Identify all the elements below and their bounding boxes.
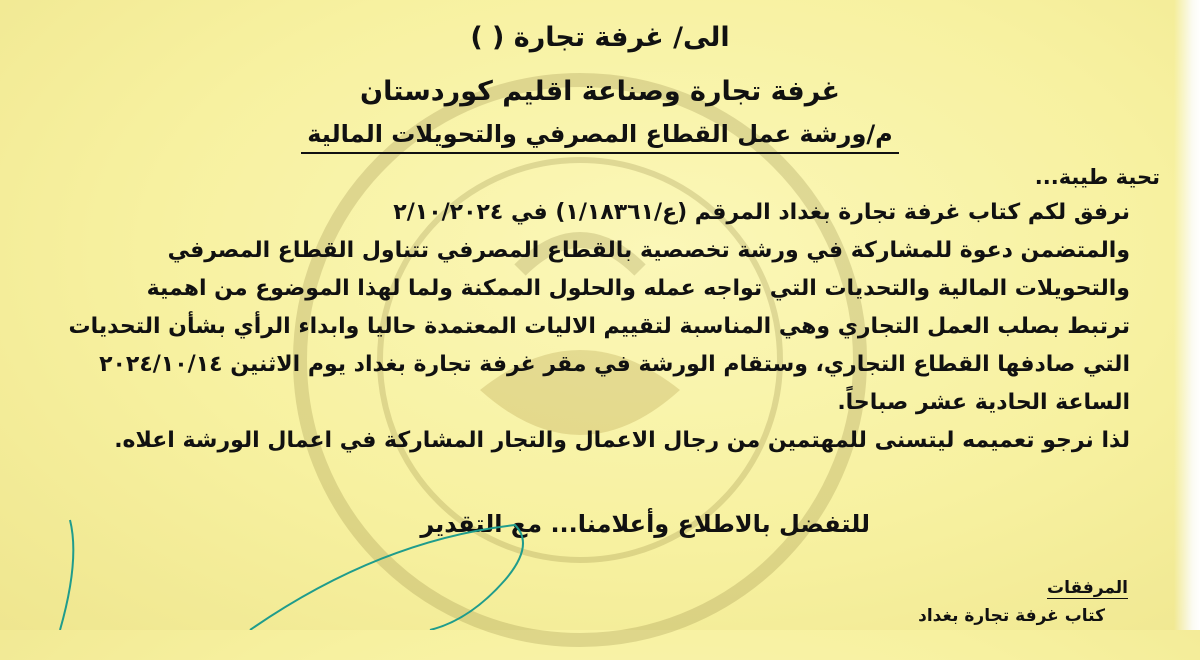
body-line-6: الساعة الحادية عشر صباحاً. [837, 390, 1130, 415]
attachment-item: كتاب غرفة تجارة بغداد [918, 606, 1105, 626]
body-line-4: ترتبط بصلب العمل التجاري وهي المناسبة لتقييم الاليات المعتمدة حاليا وابداء الرأي بشأن التحديات [68, 314, 1130, 339]
recipient-line: الى/ غرفة تجارة ( ) [470, 22, 730, 53]
greeting: تحية طيبة... [1034, 165, 1160, 189]
attachments-label-text: المرفقات [1046, 578, 1128, 598]
body-line-1: نرفق لكم كتاب غرفة تجارة بغداد المرقم (ع/١/١٨٣٦١) في ٢/١٠/٢٠٢٤ [393, 200, 1130, 225]
body-line-2: والمتضمن دعوة للمشاركة في ورشة تخصصية بالقطاع المصرفي تتناول القطاع المصرفي [167, 238, 1130, 263]
body-line-7: لذا نرجو تعميمه ليتسنى للمهتمين من رجال الاعمال والتجار المشاركة في اعمال الورشة اعلاه. [114, 428, 1130, 453]
closing-line: للتفضل بالاطلاع وأعلامنا... مع التقدير [420, 510, 870, 538]
page-edge [1174, 0, 1200, 630]
sender-title: غرفة تجارة وصناعة اقليم كوردستان [360, 76, 840, 107]
body-line-3: والتحويلات المالية والتحديات التي تواجه عمله والحلول الممكنة ولما لهذا الموضوع من اهمية [146, 276, 1130, 301]
subject-text: م/ورشة عمل القطاع المصرفي والتحويلات المالية [301, 120, 898, 154]
body-line-5: التي صادفها القطاع التجاري، وستقام الورشة في مقر غرفة تجارة بغداد يوم الاثنين ٢٠٢٤/١٠/١٤ [99, 352, 1130, 377]
